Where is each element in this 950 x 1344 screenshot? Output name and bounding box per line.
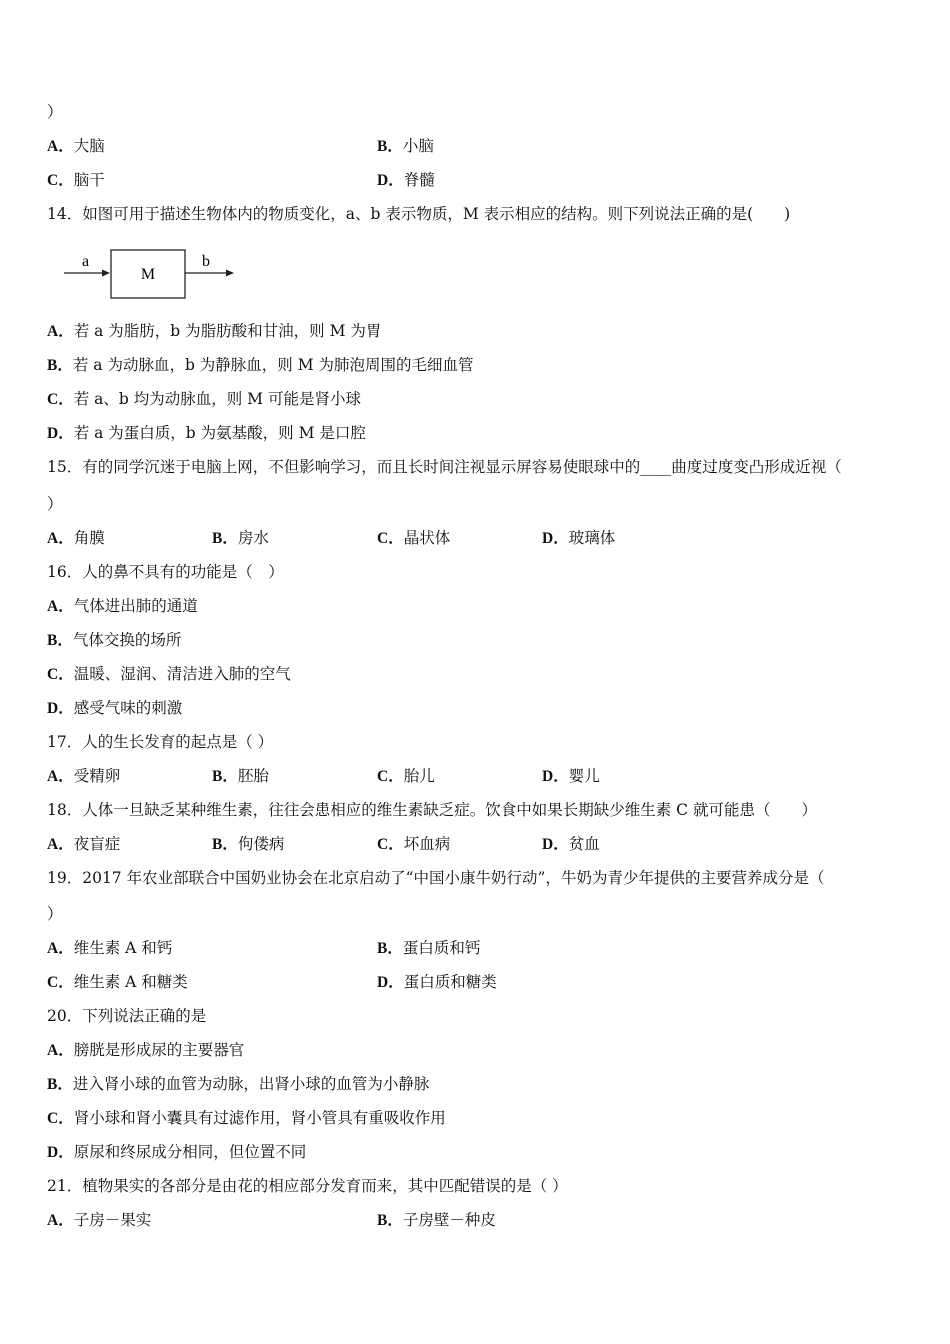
q14-stem: 14．如图可用于描述生物体内的物质变化，a、b 表示物质，M 表示相应的结构。则下列说法正确的是( ): [47, 205, 791, 223]
q17-stem: 17．人的生长发育的起点是（ ）: [47, 733, 274, 751]
q18-option-c[interactable]: C．坏血病: [377, 835, 451, 853]
q16-stem: 16．人的鼻不具有的功能是（ ）: [47, 563, 284, 581]
q15-option-b[interactable]: B．房水: [212, 529, 269, 547]
q17-option-d[interactable]: D．婴儿: [542, 767, 600, 785]
q13-option-d[interactable]: D．脊髓: [377, 171, 435, 189]
q15-stem: 15．有的同学沉迷于电脑上网，不但影响学习，而且长时间注视显示屏容易使眼球中的____曲度过度变凸形成近视（: [47, 458, 842, 476]
q19-option-a[interactable]: A．维生素 A 和钙: [47, 939, 173, 957]
q14-option-d[interactable]: D．若 a 为蛋白质，b 为氨基酸，则 M 是口腔: [47, 424, 366, 442]
q14-option-a[interactable]: A．若 a 为脂肪，b 为脂肪酸和甘油，则 M 为胃: [47, 322, 382, 340]
q15-stem-tail: ）: [47, 495, 63, 513]
output-label: b: [202, 253, 210, 270]
q15-option-d[interactable]: D．玻璃体: [542, 529, 616, 547]
q18-option-b[interactable]: B．佝偻病: [212, 835, 285, 853]
q14-option-c[interactable]: C．若 a、b 均为动脉血，则 M 可能是肾小球: [47, 390, 361, 408]
q21-option-a[interactable]: A．子房－果实: [47, 1211, 152, 1229]
q17-option-c[interactable]: C．胎儿: [377, 767, 435, 785]
q19-stem: 19．2017 年农业部联合中国奶业协会在北京启动了“中国小康牛奶行动”，牛奶为青少年提供的主要营养成分是（: [47, 869, 825, 887]
q19-option-d[interactable]: D．蛋白质和糖类: [377, 973, 497, 991]
q15-option-c[interactable]: C．晶状体: [377, 529, 451, 547]
q16-option-b[interactable]: B．气体交换的场所: [47, 631, 182, 649]
q16-option-d[interactable]: D．感受气味的刺激: [47, 699, 183, 717]
input-arrowhead: [102, 270, 110, 277]
input-label: a: [82, 253, 90, 270]
q17-option-b[interactable]: B．胚胎: [212, 767, 269, 785]
q16-option-a[interactable]: A．气体进出肺的通道: [47, 597, 198, 615]
q17-option-a[interactable]: A．受精卵: [47, 767, 121, 785]
q18-option-a[interactable]: A．夜盲症: [47, 835, 121, 853]
q20-option-a[interactable]: A．膀胱是形成尿的主要器官: [47, 1041, 245, 1059]
q18-stem: 18．人体一旦缺乏某种维生素，往往会患相应的维生素缺乏症。饮食中如果长期缺少维生素 C 就可能患（ ）: [47, 801, 817, 819]
q19-stem-tail: ）: [47, 905, 63, 923]
q21-stem: 21．植物果实的各部分是由花的相应部分发育而来，其中匹配错误的是（ ）: [47, 1177, 568, 1195]
box-label: M: [140, 266, 156, 283]
q21-option-b[interactable]: B．子房壁－种皮: [377, 1211, 496, 1229]
q20-option-d[interactable]: D．原尿和终尿成分相同，但位置不同: [47, 1143, 307, 1161]
q18-option-d[interactable]: D．贫血: [542, 835, 600, 853]
q19-option-b[interactable]: B．蛋白质和钙: [377, 939, 481, 957]
q16-option-c[interactable]: C．温暖、湿润、清洁进入肺的空气: [47, 665, 291, 683]
output-arrowhead: [226, 270, 234, 277]
q20-stem: 20．下列说法正确的是: [47, 1007, 207, 1025]
q19-option-c[interactable]: C．维生素 A 和糖类: [47, 973, 188, 991]
q15-option-a[interactable]: A．角膜: [47, 529, 105, 547]
q20-option-c[interactable]: C．肾小球和肾小囊具有过滤作用，肾小管具有重吸收作用: [47, 1109, 446, 1127]
q14-diagram: [62, 244, 242, 302]
q20-option-b[interactable]: B．进入肾小球的血管为动脉，出肾小球的血管为小静脉: [47, 1075, 430, 1093]
q13-option-b[interactable]: B．小脑: [377, 137, 434, 155]
q13-option-c[interactable]: C．脑干: [47, 171, 105, 189]
q14-option-b[interactable]: B．若 a 为动脉血，b 为静脉血，则 M 为肺泡周围的毛细血管: [47, 356, 474, 374]
q13-option-a[interactable]: A．大脑: [47, 137, 105, 155]
q13-stem-tail: ）: [47, 103, 63, 121]
